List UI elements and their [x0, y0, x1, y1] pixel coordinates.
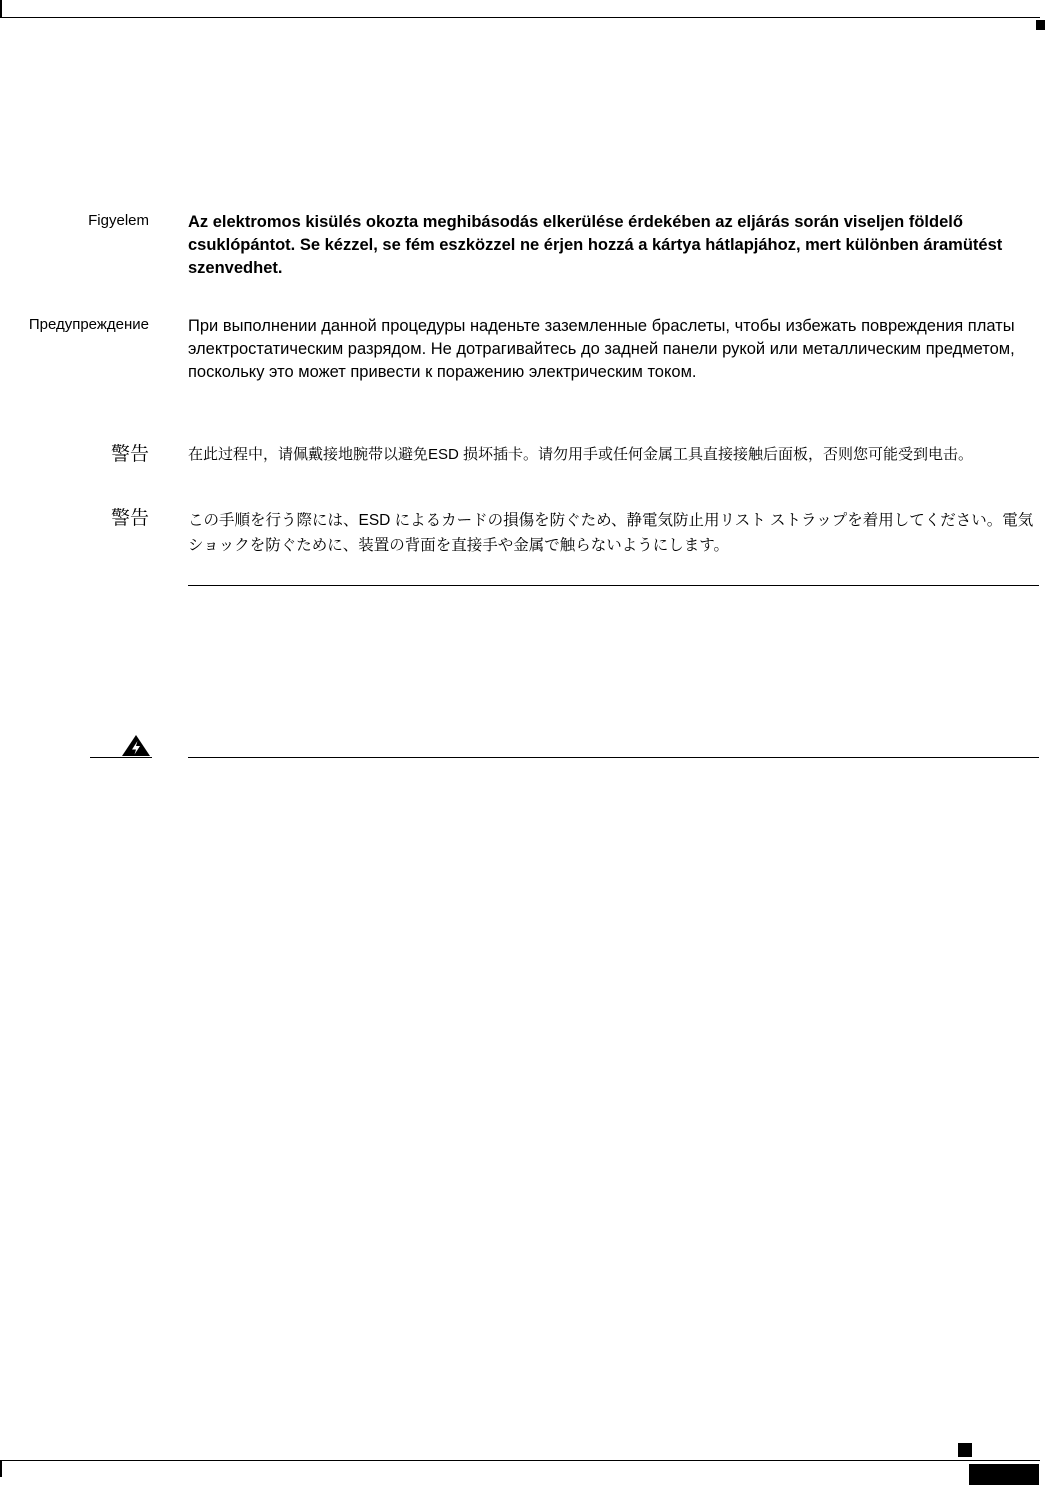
warning-label-hungarian: Figyelem	[88, 212, 149, 229]
warning-text-japanese: この手順を行う際には、ESD によるカードの損傷を防ぐため、静電気防止用リスト ストラップを着用してください。電気ショックを防ぐために、装置の背面を直接手や金属で触らないようにします。	[188, 512, 1034, 554]
header-corner-mark	[0, 0, 2, 18]
warning-label-chinese: 警告	[110, 444, 149, 465]
header-rule	[0, 17, 1040, 18]
footer-marker	[958, 1443, 972, 1457]
warning-text-chinese: 在此过程中，请佩戴接地腕带以避免ESD 损坏插卡。请勿用手或任何金属工具直接接触后面板，否则您可能受到电击。	[188, 446, 974, 463]
electrical-hazard-warning-icon	[119, 733, 153, 757]
warning-text-russian: При выполнении данной процедуры наденьте заземленные браслеты, чтобы избежать повреждения платы электростатическим разрядом. Не дотрагивайтесь до задней панели рукой или металлическим предметом, поскольку это может привести к поражению электрическим током.	[188, 317, 1015, 381]
footer-corner-mark	[0, 1461, 2, 1477]
warning-label-russian: Предупреждение	[28, 316, 149, 333]
warning-label-japanese: 警告	[110, 508, 149, 529]
warning-rule	[188, 757, 1039, 758]
icon-underline-rule	[90, 757, 152, 758]
header-marker	[1036, 20, 1045, 30]
footer-rule	[0, 1460, 1040, 1461]
page-number-tab	[969, 1464, 1039, 1485]
section-divider	[188, 585, 1039, 586]
warning-text-hungarian: Az elektromos kisülés okozta meghibásodás elkerülése érdekében az eljárás során viseljen földelő csuklópántot. Se kézzel, se fém eszközzel ne érjen hozzá a kártya hátlapjához, mert különben áramütést szenvedhet.	[188, 213, 1003, 277]
